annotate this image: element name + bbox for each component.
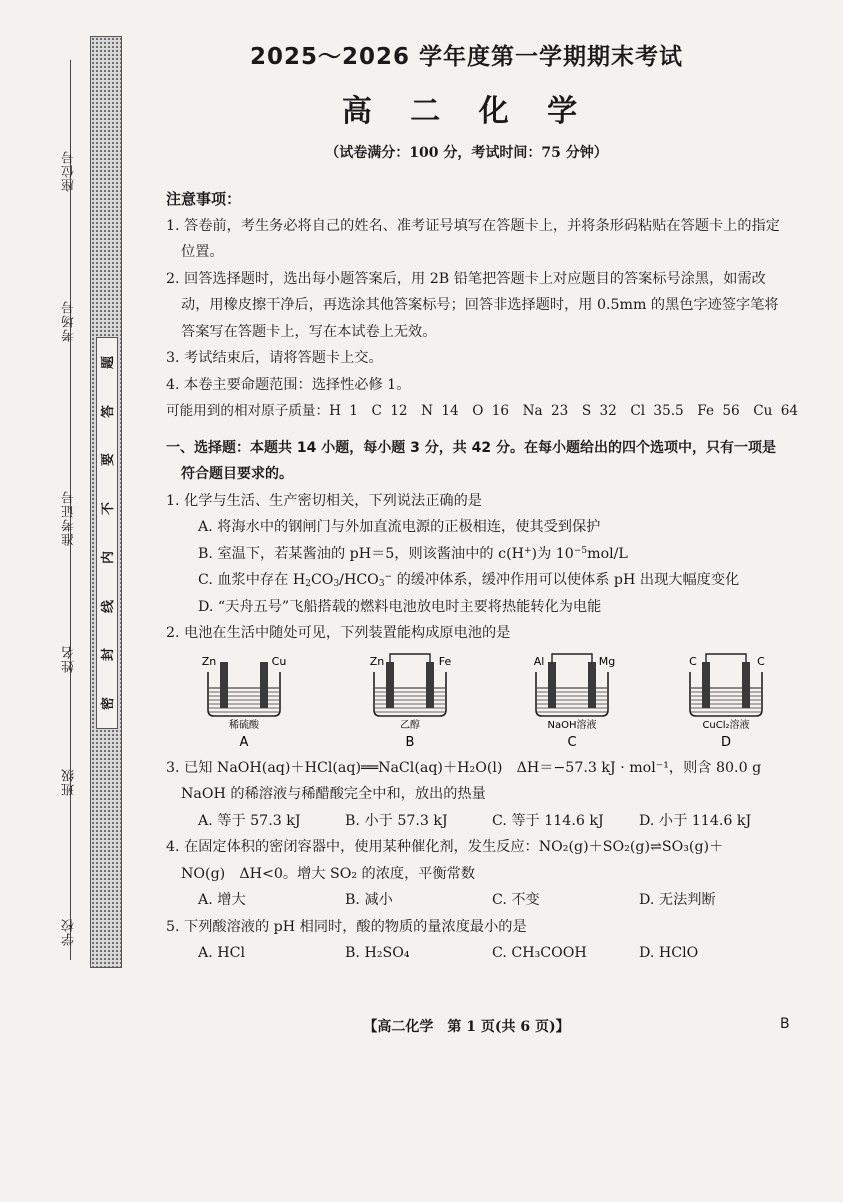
cell-figure-c bbox=[524, 650, 620, 750]
right-electrode bbox=[742, 662, 750, 708]
question-4-stem-cont: NO(g) ΔH<0。增大 SO₂ 的浓度，平衡常数 bbox=[181, 865, 476, 882]
left-electrode-label: Zn bbox=[369, 655, 385, 668]
seal-char: 内 bbox=[101, 550, 117, 564]
page-footer: 【高二化学 第 1 页(共 6 页)】 bbox=[363, 1019, 570, 1035]
right-electrode-label: Fe bbox=[438, 655, 452, 668]
version-label: B bbox=[780, 1016, 790, 1032]
field-ticket-number: 准考证号 bbox=[62, 490, 77, 546]
exam-info: （试卷满分：100 分，考试时间：75 分钟） bbox=[325, 145, 608, 161]
wire bbox=[552, 654, 592, 662]
seal-text-box bbox=[96, 337, 118, 729]
subject-title: 高 二 化 学 bbox=[341, 94, 592, 129]
option: C. CH₃COOH bbox=[492, 945, 587, 961]
section-heading: 一、选择题：本题共 14 小题，每小题 3 分，共 42 分。在每小题给出的四个选项中，只有一项是符合题目要求的。 bbox=[166, 439, 776, 482]
right-electrode-label: C bbox=[757, 655, 765, 668]
solution-label: 乙醇 bbox=[400, 720, 420, 731]
cell-figure-b bbox=[362, 650, 458, 750]
field-seat-number: 座位号 bbox=[62, 150, 77, 192]
question-4-stem: 4. 在固定体积的密闭容器中，使用某种催化剂，发生反应：NO₂(g)＋SO₂(g)⇌SO₃(g)＋ bbox=[166, 839, 724, 855]
right-electrode bbox=[426, 662, 434, 708]
cell-option-letter: C bbox=[567, 735, 577, 750]
cell-figure-a bbox=[196, 650, 292, 750]
left-electrode bbox=[702, 662, 710, 708]
option: D. 无法判断 bbox=[639, 892, 716, 908]
question-3-stem: 3. 已知 NaOH(aq)＋HCl(aq)══NaCl(aq)＋H₂O(l) ΔH＝−57.3 kJ · mol⁻¹，则含 80.0 g bbox=[166, 759, 762, 776]
left-electrode bbox=[548, 662, 556, 708]
left-electrode-label: Zn bbox=[201, 655, 217, 668]
left-electrode bbox=[386, 662, 394, 708]
cell-option-letter: B bbox=[405, 735, 415, 750]
right-electrode-label: Cu bbox=[271, 655, 287, 668]
notice-heading: 注意事项： bbox=[166, 190, 242, 208]
field-room-number: 考场号 bbox=[62, 300, 77, 342]
question-1-option-d: D. “天舟五号”飞船搭载的燃料电池放电时主要将热能转化为电能 bbox=[198, 598, 602, 615]
option: B. 减小 bbox=[345, 892, 393, 908]
seal-band bbox=[90, 36, 122, 968]
exam-title: 2025～2026 学年度第一学期期末考试 bbox=[249, 44, 684, 70]
option: C. 不变 bbox=[492, 892, 540, 908]
option: D. HClO bbox=[639, 945, 699, 961]
cell-option-letter: D bbox=[720, 735, 732, 750]
cell-option-letter: A bbox=[239, 735, 249, 750]
field-class: 班级 bbox=[62, 768, 77, 796]
question-2-cells bbox=[196, 650, 765, 750]
atomic-masses: 可能用到的相对原子质量：H 1 C 12 N 14 O 16 Na 23 S 32 Cl 35.5 Fe 56 Cu 64 bbox=[166, 403, 799, 419]
seal-char: 答 bbox=[101, 404, 117, 418]
cell-figure-d bbox=[678, 650, 774, 750]
wire bbox=[390, 654, 430, 662]
option: B. 小于 57.3 kJ bbox=[345, 812, 448, 829]
notice-item: 1. 答卷前，考生务必将自己的姓名、准考证号填写在答题卡上，并将条形码粘贴在答题卡上的指定位置。 bbox=[166, 217, 780, 260]
seal-char: 线 bbox=[101, 599, 117, 613]
wire bbox=[706, 654, 746, 662]
left-electrode bbox=[220, 662, 228, 708]
left-electrode-label: C bbox=[689, 655, 697, 668]
field-school: 学校 bbox=[62, 918, 77, 946]
option: A. 增大 bbox=[198, 892, 246, 908]
notice-item: 3. 考试结束后，请将答题卡上交。 bbox=[166, 350, 383, 366]
question-5-options bbox=[166, 940, 786, 967]
right-electrode bbox=[260, 662, 268, 708]
option: B. H₂SO₄ bbox=[345, 945, 410, 961]
solution-liquid bbox=[537, 688, 607, 714]
notice-item: 2. 回答选择题时，选出每小题答案后，用 2B 铅笔把答题卡上对应题目的答案标号涂黑，如需改动，用橡皮擦干净后，再选涂其他答案标号；回答非选择题时，用 0.5mm 的黑色字迹签字笔将答案写在答题卡上，写在本试卷上无效。 bbox=[166, 270, 779, 340]
option: A. HCl bbox=[198, 945, 246, 961]
seal-char: 密 bbox=[101, 697, 117, 711]
question-5-stem: 5. 下列酸溶液的 pH 相同时，酸的物质的量浓度最小的是 bbox=[166, 918, 527, 935]
seal-char: 不 bbox=[101, 502, 117, 516]
question-1-stem: 1. 化学与生活、生产密切相关，下列说法正确的是 bbox=[166, 492, 482, 509]
question-1-option-c: C. 血浆中存在 $H_2CO_3/HCO_3^-$ 的缓冲体系，缓冲作用可以使体系 pH 出现大幅度变化 bbox=[198, 572, 740, 589]
exam-content bbox=[166, 186, 799, 967]
right-electrode-label: Mg bbox=[598, 655, 616, 668]
solution-label: 稀硫酸 bbox=[229, 720, 259, 731]
question-2-stem: 2. 电池在生活中随处可见，下列装置能构成原电池的是 bbox=[166, 625, 511, 641]
solution-liquid bbox=[209, 688, 279, 714]
option: A. 等于 57.3 kJ bbox=[198, 812, 301, 829]
solution-label: CuCl₂溶液 bbox=[702, 720, 750, 731]
field-name: 姓名 bbox=[62, 645, 77, 673]
seal-char: 封 bbox=[101, 648, 117, 662]
option: D. 小于 114.6 kJ bbox=[639, 812, 752, 829]
seal-char: 题 bbox=[101, 355, 117, 369]
question-1-option-a: A. 将海水中的钢闸门与外加直流电源的正极相连，使其受到保护 bbox=[198, 519, 601, 535]
seal-char: 要 bbox=[101, 453, 117, 467]
left-electrode-label: Al bbox=[533, 655, 545, 668]
solution-liquid bbox=[375, 688, 445, 714]
question-1-option-b: B. 室温下，若某酱油的 pH＝5，则该酱油中的 c(H+)为 $10^{-5}mol/L$ bbox=[198, 545, 628, 562]
question-3-options bbox=[166, 808, 786, 835]
question-4-options bbox=[166, 887, 786, 914]
solution-liquid bbox=[691, 688, 761, 714]
option: C. 等于 114.6 kJ bbox=[492, 812, 604, 829]
solution-label: NaOH溶液 bbox=[547, 720, 597, 731]
notice-item: 4. 本卷主要命题范围：选择性必修 1。 bbox=[166, 376, 411, 393]
question-3-stem-cont: NaOH 的稀溶液与稀醋酸完全中和，放出的热量 bbox=[181, 786, 486, 802]
right-electrode bbox=[588, 662, 596, 708]
